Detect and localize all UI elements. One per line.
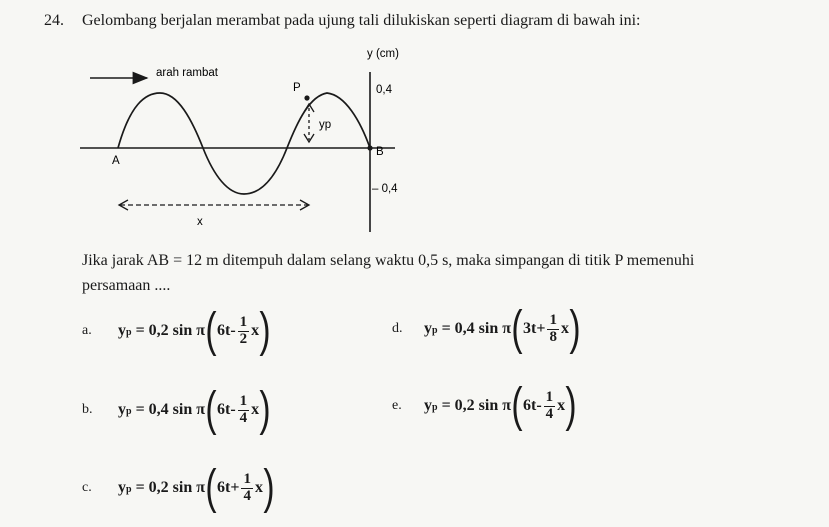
option-equation: y p = 0,2 sin π ( 6t + $\frac{1}{4}$ x ) [118, 461, 275, 514]
option-letter: a. [82, 323, 92, 338]
distance-label: x [197, 216, 203, 228]
option-a[interactable] [82, 301, 271, 361]
point-b-label: B [376, 146, 384, 158]
wave-curve [118, 93, 370, 194]
option-equation: y p = 0,4 sin π ( 6t - $\frac{1}{4}$ x ) [118, 383, 271, 436]
yp-label: yp [319, 119, 332, 131]
option-letter: c. [82, 480, 92, 495]
propagation-label: arah rambat [156, 67, 219, 79]
option-e[interactable] [392, 376, 577, 436]
option-letter: b. [82, 402, 93, 417]
point-a-label: A [112, 155, 120, 167]
problem-line-2: persamaan .... [82, 277, 171, 294]
option-letter: e. [392, 398, 402, 413]
option-b[interactable] [82, 380, 271, 440]
point-p-dot [304, 95, 309, 100]
amplitude-top-label: 0,4 [376, 84, 392, 96]
wave-diagram [0, 0, 829, 240]
question-text: Gelombang berjalan merambat pada ujung tali dilukiskan seperti diagram di bawah ini: [82, 12, 641, 29]
option-c[interactable] [82, 458, 275, 518]
point-p-label: P [293, 82, 301, 94]
option-letter: d. [392, 321, 403, 336]
y-axis-label: y (cm) [367, 48, 399, 60]
option-equation: y p = 0,2 sin π ( 6t - $\frac{1}{2}$ x ) [118, 304, 271, 357]
problem-line-1: Jika jarak AB = 12 m ditempuh dalam selang waktu 0,5 s, maka simpangan di titik P memenuhi [82, 252, 695, 269]
option-equation: y p = 0,2 sin π ( 6t - $\frac{1}{4}$ x ) [424, 379, 577, 432]
point-b-dot [367, 145, 372, 150]
amplitude-bottom-label: – 0,4 [372, 183, 398, 195]
option-d[interactable] [392, 299, 581, 359]
question-number: 24. [44, 12, 64, 29]
option-equation: y p = 0,4 sin π ( 3t + $\frac{1}{8}$ x ) [424, 302, 581, 355]
